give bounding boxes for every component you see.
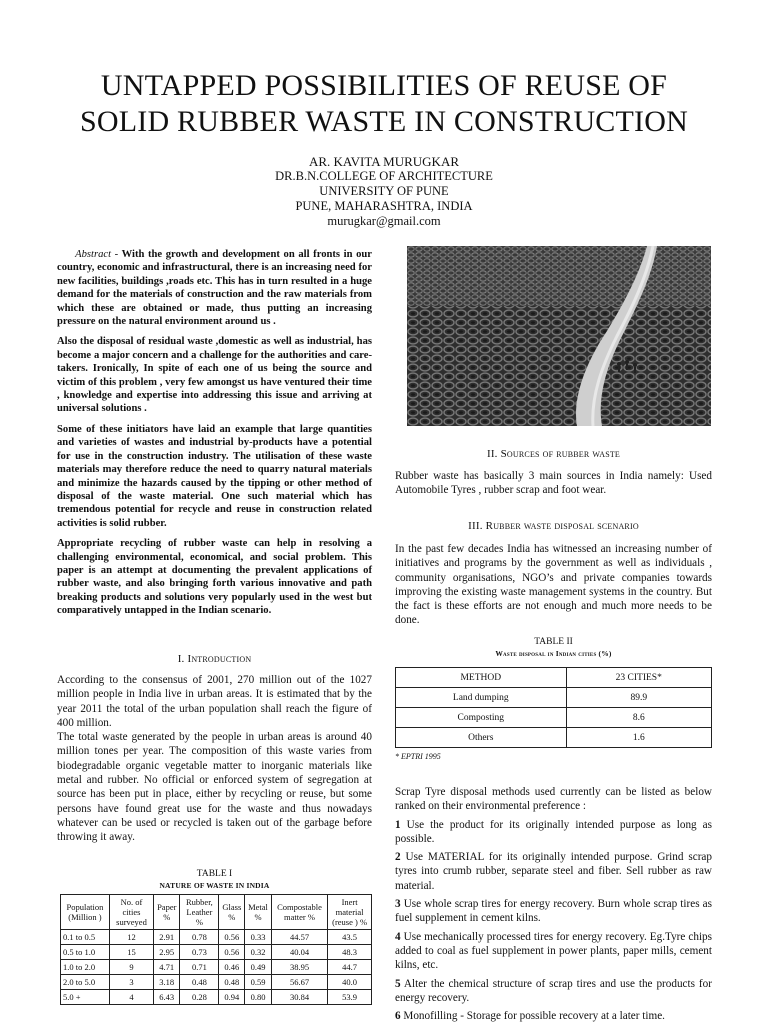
list-item [395, 930, 712, 973]
table-cell: 53.9 [328, 990, 372, 1005]
table-cell: 3 [109, 975, 153, 990]
table-cell: 0.5 to 1.0 [61, 945, 110, 960]
table-cell: 0.49 [245, 960, 272, 975]
author-university: UNIVERSITY OF PUNE [319, 184, 449, 198]
table-2-note: * EPTRI 1995 [395, 752, 441, 761]
table-cell: 38.95 [271, 960, 327, 975]
table-cell: 5.0 + [61, 990, 110, 1005]
table-2-subtitle: Waste disposal in Indian cities (%) [495, 649, 612, 658]
table-cell: 0.1 to 0.5 [61, 930, 110, 945]
table-cell: 2.95 [154, 945, 180, 960]
author-email[interactable]: murugkar@gmail.com [327, 214, 441, 228]
table-2 [395, 667, 712, 748]
table-cell: 89.9 [566, 688, 711, 708]
section-1-p2: The total waste generated by the people in urban areas is around 40 million tones per year. The composition of this waste varies from biodegradable organic vegetable matter to inorganic materials like metal and rubber. No official or enforced system of segregation at source has been put in place, either by recycling or reuse, but some persons have found great use for the waste and thus nowadays whatever can be used or recycled is taken out of the garbage before throwing it away. [57, 731, 372, 844]
list-item-text: Use mechanically processed tires for energy recovery. Eg.Tyre chips added to coal as fuel supplement in power plants, paper mills, cement kilns, etc. [395, 930, 713, 972]
section-1-p1: According to the consensus of 2001, 270 million out of the 1027 million people in India live in urban areas. It is estimated that by the year 2011 the total of the urban population shall reach the figure of 400 million. [57, 674, 372, 729]
table-cell: 0.28 [180, 990, 219, 1005]
abstract-p1 [57, 248, 372, 328]
table-cell: 0.73 [180, 945, 219, 960]
abstract-p3: Some of these initiators have laid an example that large quantities and varieties of wastes and industrial by-products have a potential for use in the construction industry. The utilisation of these waste materials may therefore reduce the need to quarry natural materials and minimize the hazards caused by the tipping or other method of disposal of the waste material. One such material which has tremendous potential for recycle and reuse in construction related activities is solid rubber. [57, 423, 372, 529]
table-1-header-cell: No. of cities surveyed [109, 895, 153, 930]
table-1-header-cell: Compostable matter % [271, 895, 327, 930]
table-1 [60, 894, 372, 1005]
list-item [395, 818, 712, 847]
table-row [396, 688, 712, 708]
table-cell: 43.5 [328, 930, 372, 945]
table-cell: 0.56 [219, 945, 245, 960]
list-item [395, 850, 712, 893]
abstract-lead: Abstract - [75, 249, 119, 260]
table-2-caption [395, 637, 712, 659]
section-3-body: In the past few decades India has witnessed an increasing number of initiatives and programs by the government as well as individuals , community organisations, NGO’s and private companies towards improving the existing waste management systems in the country. But the fact is these efforts are not enough and much more needs to be done. [395, 543, 712, 627]
table-2-label: TABLE II [534, 637, 573, 647]
tyre-dump-image [407, 246, 711, 426]
table-cell: 0.78 [180, 930, 219, 945]
list-item [395, 897, 712, 926]
table-cell: 3.18 [154, 975, 180, 990]
author-college: DR.B.N.COLLEGE OF ARCHITECTURE [275, 169, 493, 183]
table-2-header-row [396, 668, 712, 688]
table-1-header-cell: Paper % [154, 895, 180, 930]
scrap-disposal-list [395, 785, 712, 1027]
section-3-number: III. [468, 520, 483, 532]
scrap-intro: Scrap Tyre disposal methods used currently can be listed as below ranked on their environmental preference : [395, 786, 712, 813]
table-1-header-cell: Metal % [245, 895, 272, 930]
table-cell: 2.0 to 5.0 [61, 975, 110, 990]
table-cell: 4.71 [154, 960, 180, 975]
table-row [396, 728, 712, 748]
table-row [61, 945, 372, 960]
table-cell: 56.67 [271, 975, 327, 990]
table-1-header-row [61, 895, 372, 930]
title-line-2: SOLID RUBBER WASTE IN CONSTRUCTION [80, 105, 688, 138]
section-2-title: Sources of rubber waste [500, 448, 621, 460]
table-cell: 44.57 [271, 930, 327, 945]
list-item-text: Use the product for its originally intended purpose as long as possible. [395, 818, 713, 845]
table-cell: 0.94 [219, 990, 245, 1005]
table-row [396, 708, 712, 728]
table-cell: 9 [109, 960, 153, 975]
list-item [395, 977, 712, 1006]
list-item-number: 2 [395, 851, 401, 864]
table-1-subtitle: NATURE OF WASTE IN INDIA [159, 881, 270, 890]
table-cell: 0.48 [219, 975, 245, 990]
table-cell: 0.32 [245, 945, 272, 960]
list-item-number: 5 [395, 977, 401, 990]
table-cell: 12 [109, 930, 153, 945]
paper-title [0, 68, 768, 140]
table-cell: 0.59 [245, 975, 272, 990]
table-1-header-cell: Rubber, Leather % [180, 895, 219, 930]
table-row [61, 930, 372, 945]
table-cell: 4 [109, 990, 153, 1005]
table-cell: 8.6 [566, 708, 711, 728]
table-1-label: TABLE I [196, 869, 233, 879]
table-cell: 1.6 [566, 728, 711, 748]
table-cell: Composting [396, 708, 567, 728]
table-cell: 15 [109, 945, 153, 960]
table-cell: 0.48 [180, 975, 219, 990]
section-3-heading [395, 520, 712, 532]
tyre-dump-photo [407, 246, 711, 426]
list-item-number: 1 [395, 818, 401, 831]
list-item-text: Monofilling - Storage for possible recovery at a later time. [403, 1010, 665, 1023]
table-1-header-cell: Population (Million ) [61, 895, 110, 930]
section-2-number: II. [486, 448, 498, 460]
table-cell: Others [396, 728, 567, 748]
table-cell: 0.71 [180, 960, 219, 975]
title-line-1: UNTAPPED POSSIBILITIES OF REUSE OF [100, 69, 668, 102]
table-cell: 48.3 [328, 945, 372, 960]
table-cell: 30.84 [271, 990, 327, 1005]
author-block [0, 154, 768, 229]
list-item-number: 3 [395, 898, 401, 911]
table-1-header-cell: Inert material (reuse ) % [328, 895, 372, 930]
section-3-title: Rubber waste disposal scenario [485, 520, 639, 532]
table-1-caption [57, 869, 372, 891]
abstract [57, 248, 372, 625]
table-cell: 0.33 [245, 930, 272, 945]
table-cell: 44.7 [328, 960, 372, 975]
table-cell: 0.46 [219, 960, 245, 975]
table-cell: 2.91 [154, 930, 180, 945]
list-item-number: 4 [395, 930, 401, 943]
author-name: AR. KAVITA MURUGKAR [308, 154, 460, 169]
section-2-heading [395, 448, 712, 460]
author-location: PUNE, MAHARASHTRA, INDIA [295, 199, 473, 213]
abstract-p1-text: With the growth and development on all fronts in our country, economic and infrastructural, there is an increasing need for new facilities, buildings ,roads etc. This has in turn resulted in a huge demand for the materials of construction and the raw materials from which these are obtained or made, thus putting an increasing pressure on the natural environment around us . [57, 249, 373, 328]
table-cell: 0.80 [245, 990, 272, 1005]
list-item-text: Use MATERIAL for its originally intended purpose. Grind scrap tyres into crumb rubber, separate steel and fiber. Sell rubber as raw material. [395, 851, 712, 892]
list-item-number: 6 [395, 1010, 401, 1023]
table-row [61, 990, 372, 1005]
table-cell: Land dumping [396, 688, 567, 708]
table-cell: 6.43 [154, 990, 180, 1005]
table-2-header-cell: 23 CITIES* [566, 668, 711, 688]
table-cell: 40.0 [328, 975, 372, 990]
abstract-p4: Appropriate recycling of rubber waste can help in resolving a challenging environmental, economical, and social problem. This paper is an attempt at documenting the prevalent applications of rubber waste, and also bringing forth various innovative and path breaking products and solutions very popularly used in the west but comparatively untapped in the Indian scenario. [57, 538, 372, 617]
table-cell: 1.0 to 2.0 [61, 960, 110, 975]
table-row [61, 975, 372, 990]
abstract-p2: Also the disposal of residual waste ,domestic as well as industrial, has become a major concern and a challenge for the authorities and care-takers. Ironically, In spite of each one of us being the source and victim of this problem , very few amongst us have ventured their time , knowledge and expertise into addressing this issue and arriving at universal solutions . [57, 336, 372, 415]
section-1-heading [57, 653, 372, 665]
table-row [61, 960, 372, 975]
list-item-text: Use whole scrap tires for energy recovery. Burn whole scrap tires as fuel supplement in cement kilns. [395, 898, 713, 925]
list-item [395, 1009, 712, 1023]
list-item-text: Alter the chemical structure of scrap tires and use the products for energy recovery. [395, 977, 712, 1004]
table-1-header-cell: Glass % [219, 895, 245, 930]
table-cell: 40.04 [271, 945, 327, 960]
section-1-number: I. [177, 653, 185, 665]
section-1-body [57, 673, 372, 845]
section-1-title: Introduction [187, 653, 252, 665]
table-cell: 0.56 [219, 930, 245, 945]
table-2-header-cell: METHOD [396, 668, 567, 688]
section-2-body: Rubber waste has basically 3 main sources in India namely: Used Automobile Tyres , rubber scrap and foot wear. [395, 470, 712, 497]
